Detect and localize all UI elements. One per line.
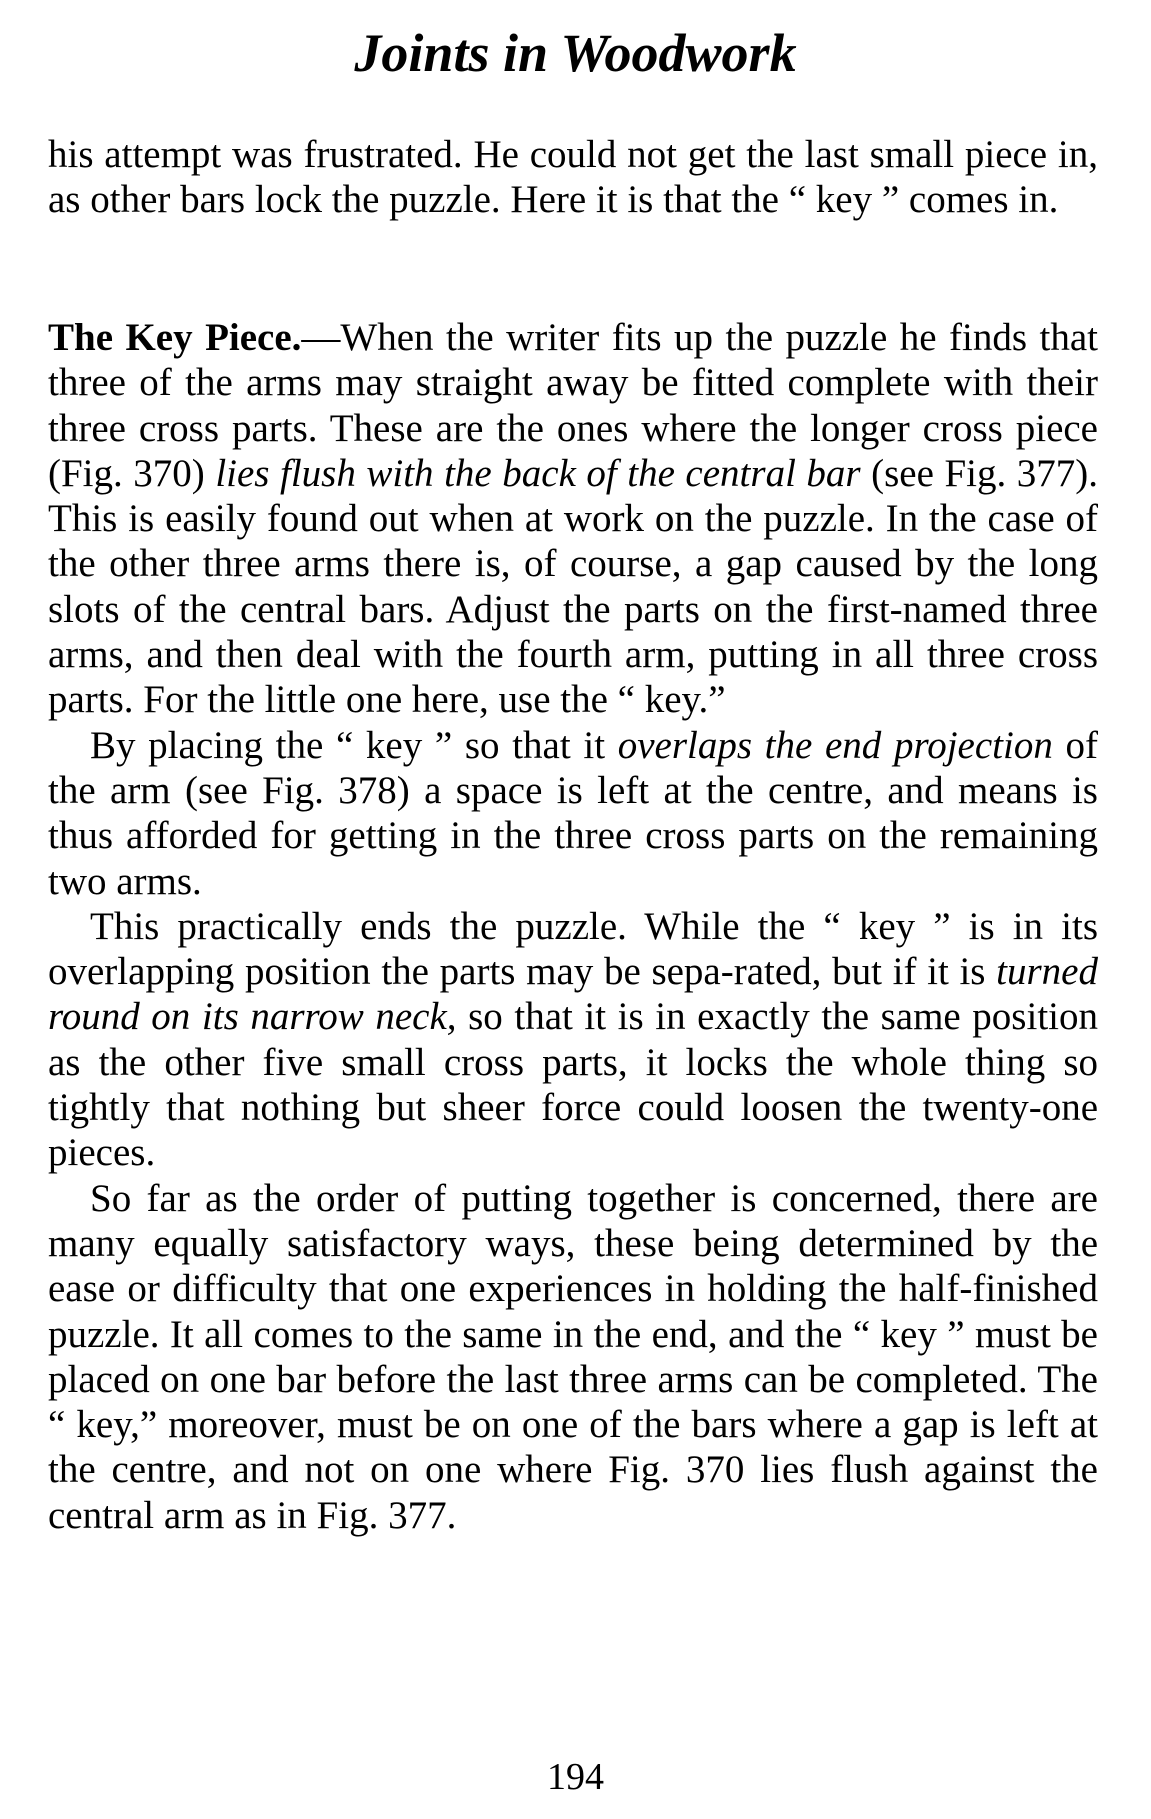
opening-text: [48, 132, 1098, 223]
section-heading-key-piece: The Key Piece.: [48, 316, 302, 359]
paragraph-placing-key: [48, 723, 1098, 904]
paragraph-key-piece: [48, 315, 1098, 723]
emphasis-text: overlaps the end projection: [617, 723, 1053, 767]
page-number: 194: [547, 1756, 604, 1798]
paragraph-text: so that it is in exactly the same position as the other five small cross parts, it locks the whole thing so tightly that nothing but sheer force could loosen the twenty-one pieces.: [48, 995, 1098, 1175]
paragraph-continuation: his attempt was frustrated. He could not get the last small piece in, as other bars lock the puzzle. Here it is that the “ key ” comes in.: [48, 133, 1098, 222]
emphasis-text: turned round on its narrow neck,: [48, 950, 1098, 1039]
paragraph-text: (see Fig. 377). This is easily found out when at work on the puzzle. In the case of the other three arms there is, of course, a gap caused by the long slots of the central bars. Adjust the parts on the first-named three arms, and then deal with the fourth arm, putting in all three cross parts. For the little one here, use the “ key.”: [48, 451, 1098, 722]
paragraph-text: of the arm (see Fig. 378) a space is left at the centre, and means is thus afforded for getting in the three cross parts on the remaining two arms.: [48, 723, 1098, 903]
paragraph-ends-puzzle: [48, 904, 1098, 1176]
main-text: [48, 315, 1098, 1538]
paragraph-text: —When the writer fits up the puzzle he finds that three of the arms may straight away be fitted complete with their three cross parts. These are the ones where the longer cross piece (Fig. 370): [48, 316, 1098, 495]
paragraph-text: By placing the “ key ” so that it: [90, 723, 618, 767]
running-head-title: Joints in Woodwork: [354, 23, 797, 83]
paragraph-order-of-assembly: So far as the order of putting together is concerned, there are many equally satisfactory ways, these being determined by the ease or difficulty that one experiences in holding the half-finished puzzle. It all comes to the same in the end, and the “ key ” must be placed on one bar before the last three arms can be completed. The “ key,” moreover, must be on one of the bars where a gap is left at the centre, and not on one where Fig. 370 lies flush against the central arm as in Fig. 377.: [48, 1176, 1098, 1537]
paragraph-text: This practically ends the puzzle. While the “ key ” is in its overlapping position the parts may be sepa-rated, but if it is: [48, 904, 1098, 994]
emphasis-text: lies flush with the back of the central bar: [215, 451, 861, 495]
